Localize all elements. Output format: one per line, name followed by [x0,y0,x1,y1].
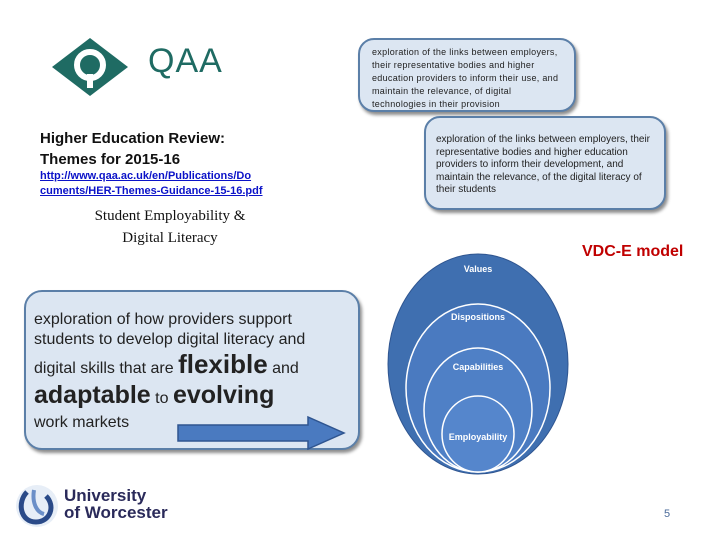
word-flexible: flexible [178,349,268,379]
ring-label-values: Values [463,264,493,274]
callout-mid-text: exploration of the links between employers, their representative bodies and higher education providers to inform their development, and maintain the relevance, of the digital literacy of their students [436,134,651,195]
callout-bottom-line3 [34,349,350,379]
review-title-line1: Higher Education Review: [40,130,226,147]
subtitle-line2: Digital Literacy [122,230,218,246]
review-title [40,128,320,170]
page-number: 5 [664,508,671,520]
callout-top-text: exploration of the links between employers, their representative bodies and higher education providers to inform their use, and maintain the relevance, of digital technologies in their provision [372,47,559,109]
word-evolving: evolving [172,381,275,409]
guidance-link-line1[interactable]: http://www.qaa.ac.uk/en/Publications/Do [40,170,252,182]
callout-bottom-line1: exploration of how providers support [34,311,292,328]
university-of-worcester-logo [12,482,212,530]
vdc-e-ring-diagram [386,248,570,476]
guidance-link[interactable] [40,169,330,199]
word-to: to [150,390,173,407]
callout-top [358,38,576,112]
callout-bottom-line2: students to develop digital literacy and [34,331,306,348]
right-arrow-icon [176,414,348,452]
ring-label-employability: Employability [448,432,508,442]
ring-label-dispositions: Dispositions [450,312,505,322]
uow-line2: of Worcester [64,503,168,522]
callout-bottom-line3a: digital skills that are [34,360,179,377]
review-title-line2: Themes for 2015-16 [40,151,181,168]
guidance-link-line2[interactable]: cuments/HER-Themes-Guidance-15-16.pdf [40,185,263,197]
vdc-e-model-label: VDC-E model [582,243,684,260]
uow-line1: University [64,486,147,505]
uow-emblem-icon [12,482,62,530]
word-adaptable: adaptable [34,381,151,409]
callout-bottom-line4 [34,381,350,409]
qaa-wordmark: QAA [148,42,223,80]
subtitle-line1: Student Employability & [94,208,246,224]
subtitle [40,205,300,249]
callout-bottom-line5: work markets [34,414,130,431]
ring-label-capabilities: Capabilities [452,362,504,372]
qaa-q-icon [48,34,132,100]
callout-mid [424,116,666,210]
qaa-logo [48,34,228,100]
word-and: and [267,360,299,377]
